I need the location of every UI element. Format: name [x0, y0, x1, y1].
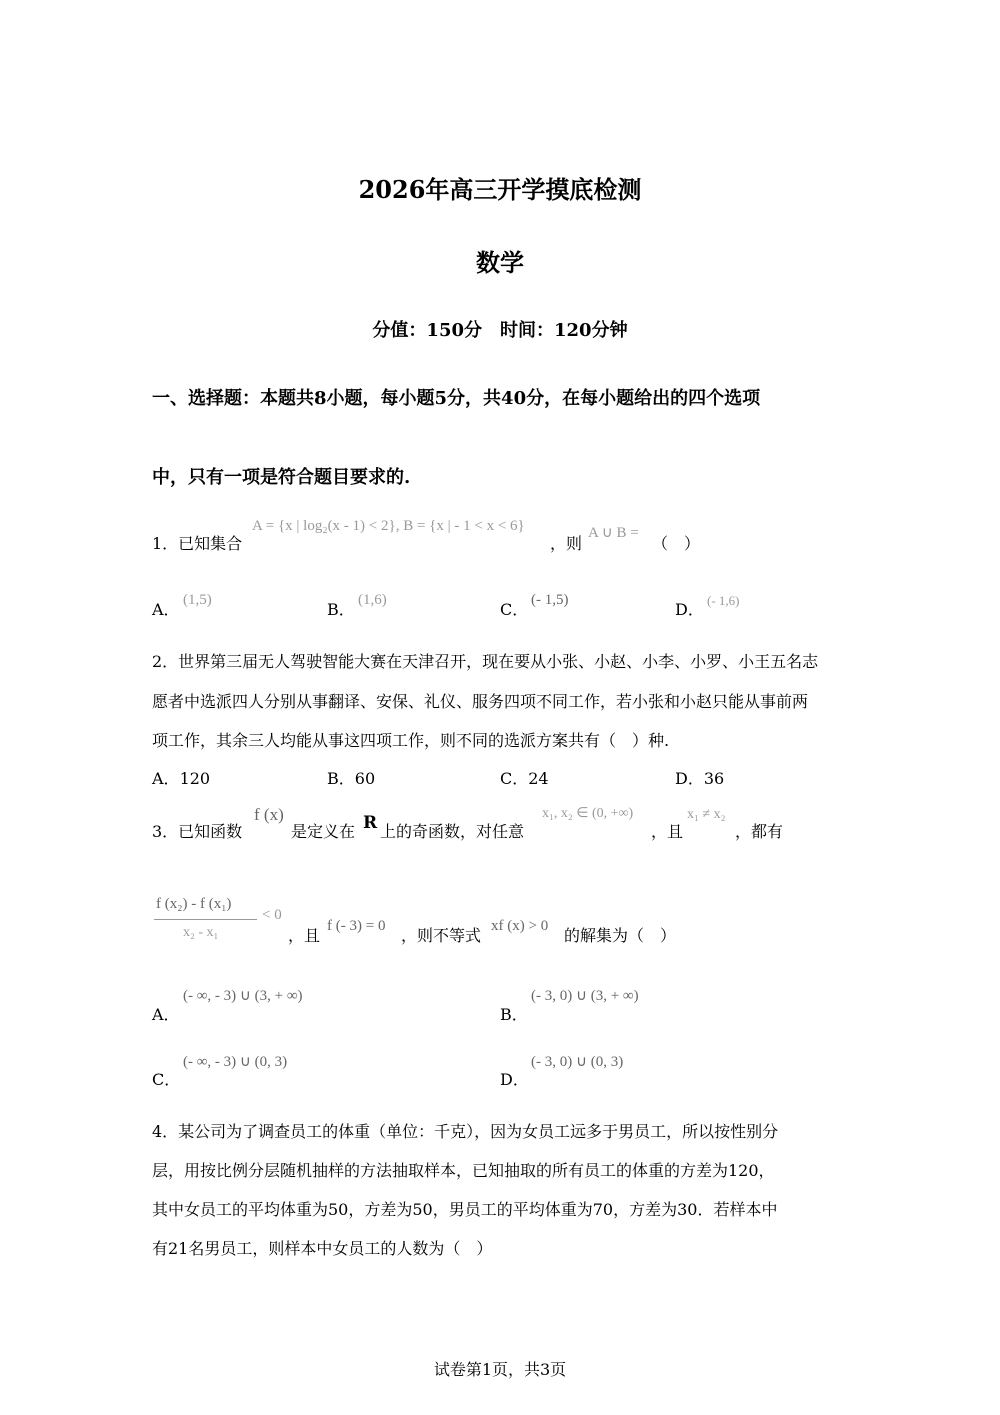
q3-option-a-value: (- ∞, - 3) ∪ (3, + ∞) [183, 988, 303, 1004]
q3-part3: 上的奇函数，对任意 [380, 822, 525, 841]
q3-part1: 3．已知函数 [152, 822, 243, 841]
q3-frac-numerator: f (x₂) - f (x₁) [156, 896, 232, 912]
q1-mid: ，则 [550, 534, 583, 553]
section-heading-line1: 一、选择题：本题共8小题，每小题5分，共40分，在每小题给出的四个选项 [152, 388, 761, 409]
q3-part8: 的解集为（ ） [564, 926, 677, 945]
q3-part2: 是定义在 [291, 822, 356, 841]
q3-condition: f (- 3) = 0 [327, 918, 386, 934]
q2-option-d: D．36 [675, 769, 725, 788]
q1-option-a-label: A． [152, 600, 180, 619]
q2-line3: 项工作，其余三人均能从事这四项工作，则不同的选派方案共有（ ）种. [152, 731, 670, 750]
q3-option-d-value: (- 3, 0) ∪ (0, 3) [531, 1054, 624, 1070]
q1-option-b-value: (1,6) [358, 592, 387, 608]
q1-option-c-label: C． [500, 600, 529, 619]
q3-fx: f (x) [254, 805, 284, 824]
q3-x1x2: x₁, x₂ ∈ (0, +∞) [542, 806, 634, 821]
q1-union-expression: A ∪ B = [588, 525, 639, 541]
q3-frac-denominator: x₂ - x₁ [183, 925, 219, 940]
section-heading-line2: 中，只有一项是符合题目要求的. [152, 467, 411, 488]
q3-inequality: xf (x) > 0 [491, 918, 549, 934]
q1-option-d-value: (- 1,6) [707, 593, 740, 608]
q3-option-a-label: A． [152, 1005, 180, 1024]
q2-option-b: B．60 [327, 769, 376, 788]
q2-line1: 2．世界第三届无人驾驶智能大赛在天津召开，现在要从小张、小赵、小李、小罗、小王五名志 [152, 652, 819, 671]
score-time: 分值：150分 时间：120分钟 [372, 320, 628, 341]
q2-option-c: C．24 [500, 769, 549, 788]
q4-line4: 有21名男员工，则样本中女员工的人数为（ ） [152, 1239, 493, 1258]
q2-option-a: A．120 [152, 769, 211, 788]
q1-suffix: （ ） [652, 534, 701, 553]
q1-set-expression: A = {x | log₂(x - 1) < 2}, B = {x | - 1 < x < 6} [252, 518, 525, 534]
subject-title: 数学 [476, 248, 524, 277]
page-footer: 试卷第1页，共3页 [433, 1360, 567, 1379]
q1-prefix: 1．已知集合 [152, 534, 243, 553]
q3-frac-rhs: < 0 [262, 907, 282, 923]
q3-part7: ，则不等式 [401, 926, 482, 945]
exam-title: 2026年高三开学摸底检测 [358, 175, 642, 204]
q3-option-b-label: B． [500, 1005, 528, 1024]
q4-line3: 其中女员工的平均体重为50，方差为50，男员工的平均体重为70，方差为30．若样本中 [152, 1200, 778, 1219]
q3-option-c-label: C． [152, 1070, 181, 1089]
q1-option-d-label: D． [675, 600, 704, 619]
q3-part5: ，都有 [735, 822, 784, 841]
q3-neq: x₁ ≠ x₂ [687, 807, 726, 822]
q4-line1: 4．某公司为了调查员工的体重（单位：千克），因为女员工远多于男员工，所以按性别分 [152, 1122, 779, 1141]
q3-option-c-value: (- ∞, - 3) ∪ (0, 3) [183, 1054, 288, 1070]
q3-option-b-value: (- 3, 0) ∪ (3, + ∞) [531, 988, 639, 1004]
q2-line2: 愿者中选派四人分别从事翻译、安保、礼仪、服务四项不同工作，若小张和小赵只能从事前两 [152, 692, 809, 711]
q1-option-b-label: B． [327, 600, 355, 619]
q3-part4: ，且 [651, 822, 684, 841]
q1-option-c-value: (- 1,5) [531, 592, 569, 608]
q4-line2: 层，用按比例分层随机抽样的方法抽取样本，已知抽取的所有员工的体重的方差为120， [152, 1161, 775, 1180]
q3-option-d-label: D． [500, 1070, 529, 1089]
q3-frac-bar [154, 919, 257, 920]
q3-part6: ，且 [288, 926, 321, 945]
q1-option-a-value: (1,5) [183, 592, 212, 608]
q3-R: R [363, 813, 378, 833]
